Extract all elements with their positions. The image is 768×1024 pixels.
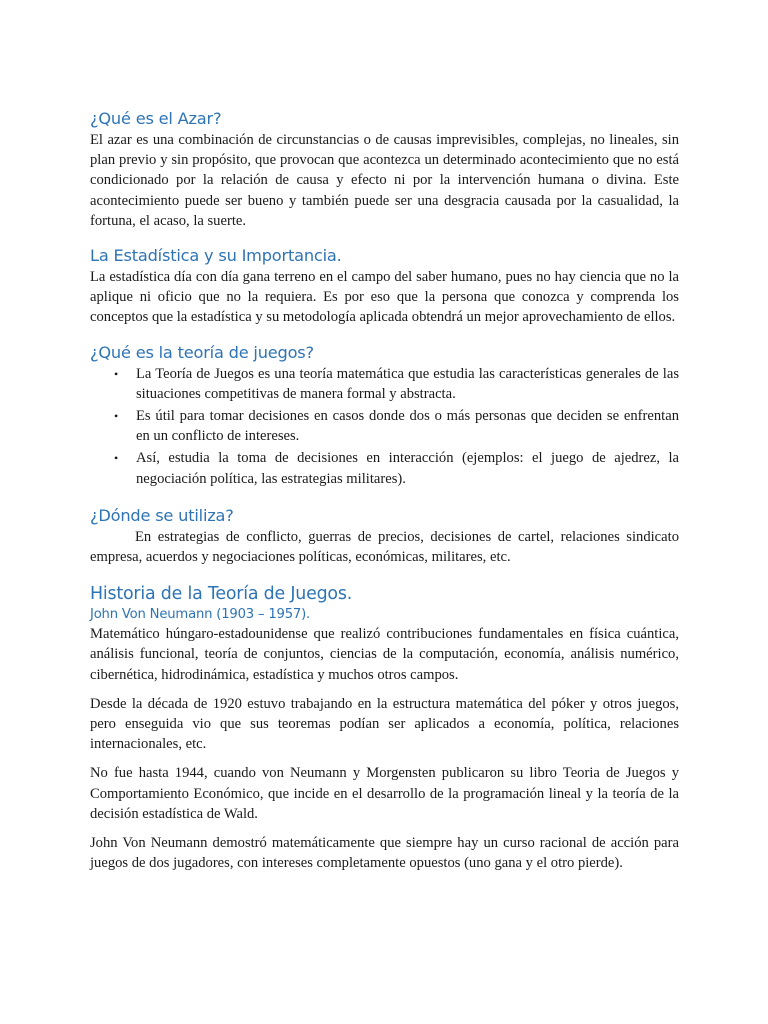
paragraph-azar: El azar es una combinación de circunstancias o de causas imprevisibles, complejas, no lineales, sin plan previo y sin propósito, que provocan que acontezca un determinado acontecimiento que no está condicionado por la relación de causa y efecto ni por la intervención humana o divina. Este acontecimiento puede ser bueno y también puede ser una desgracia causada por la casualidad, la fortuna, el acaso, la suerte. bbox=[90, 132, 679, 229]
paragraph-historia-2: Desde la década de 1920 estuvo trabajando en la estructura matemática del póker y otros juegos, pero enseguida vio que sus teoremas podían ser aplicados a economía, política, relaciones internacionales, etc. bbox=[90, 695, 679, 753]
bullet-list-teoria bbox=[90, 364, 679, 489]
heading-donde: ¿Dónde se utiliza? bbox=[90, 505, 234, 525]
heading-historia: Historia de la Teoría de Juegos. bbox=[90, 584, 353, 605]
list-item-text: La Teoría de Juegos es una teoría matemática que estudia las características generales de las situaciones competitivas de manera formal y abstracta. bbox=[136, 365, 679, 402]
subheading-von-neumann: John Von Neumann (1903 – 1957). bbox=[90, 607, 311, 623]
bullet-icon: • bbox=[114, 366, 119, 381]
list-item bbox=[90, 406, 679, 446]
heading-azar: ¿Qué es el Azar? bbox=[90, 109, 222, 128]
document-page bbox=[90, 108, 679, 873]
list-item-text: Así, estudia la toma de decisiones en interacción (ejemplos: el juego de ajedrez, la negociación política, las estrategias militares). bbox=[136, 450, 679, 487]
paragraph-donde: En estrategias de conflicto, guerras de precios, decisiones de cartel, relaciones sindicato empresa, acuerdos y negociaciones políticas, económicas, militares, etc. bbox=[90, 528, 679, 566]
paragraph-historia-4: John Von Neumann demostró matemáticamente que siempre hay un curso racional de acción para juegos de dos jugadores, con intereses completamente opuestos (uno gana y el otro pierde). bbox=[90, 835, 679, 872]
paragraph-historia-3: No fue hasta 1944, cuando von Neumann y Morgensten publicaron su libro Teoria de Juegos y Comportamiento Económico, que incide en el desarrollo de la programación lineal y la teoría de la decisión estadística de Wald. bbox=[90, 765, 679, 822]
paragraph-estadistica: La estadística día con día gana terreno en el campo del saber humano, pues no hay ciencia que no la aplique ni oficio que no la requiera. Es por eso que la persona que conozca y comprenda los conceptos que la estadística y su metodología aplicada obtendrá un mejor aprovechamiento de ellos. bbox=[90, 269, 679, 326]
heading-teoria-juegos: ¿Qué es la teoría de juegos? bbox=[90, 342, 314, 362]
list-item-text: Es útil para tomar decisiones en casos donde dos o más personas que deciden se enfrentan en un conflicto de intereses. bbox=[136, 408, 679, 445]
bullet-icon: • bbox=[114, 451, 119, 466]
list-item bbox=[90, 448, 679, 488]
paragraph-historia-1: Matemático húngaro-estadounidense que realizó contribuciones fundamentales en física cuántica, análisis funcional, teoría de conjuntos, ciencias de la computación, economía, análisis numérico, cibernética, hidrodinámica, estadística y muchos otros campos. bbox=[90, 626, 679, 683]
list-item bbox=[90, 364, 679, 404]
heading-estadistica: La Estadística y su Importancia. bbox=[90, 246, 342, 266]
bullet-icon: • bbox=[114, 409, 119, 424]
